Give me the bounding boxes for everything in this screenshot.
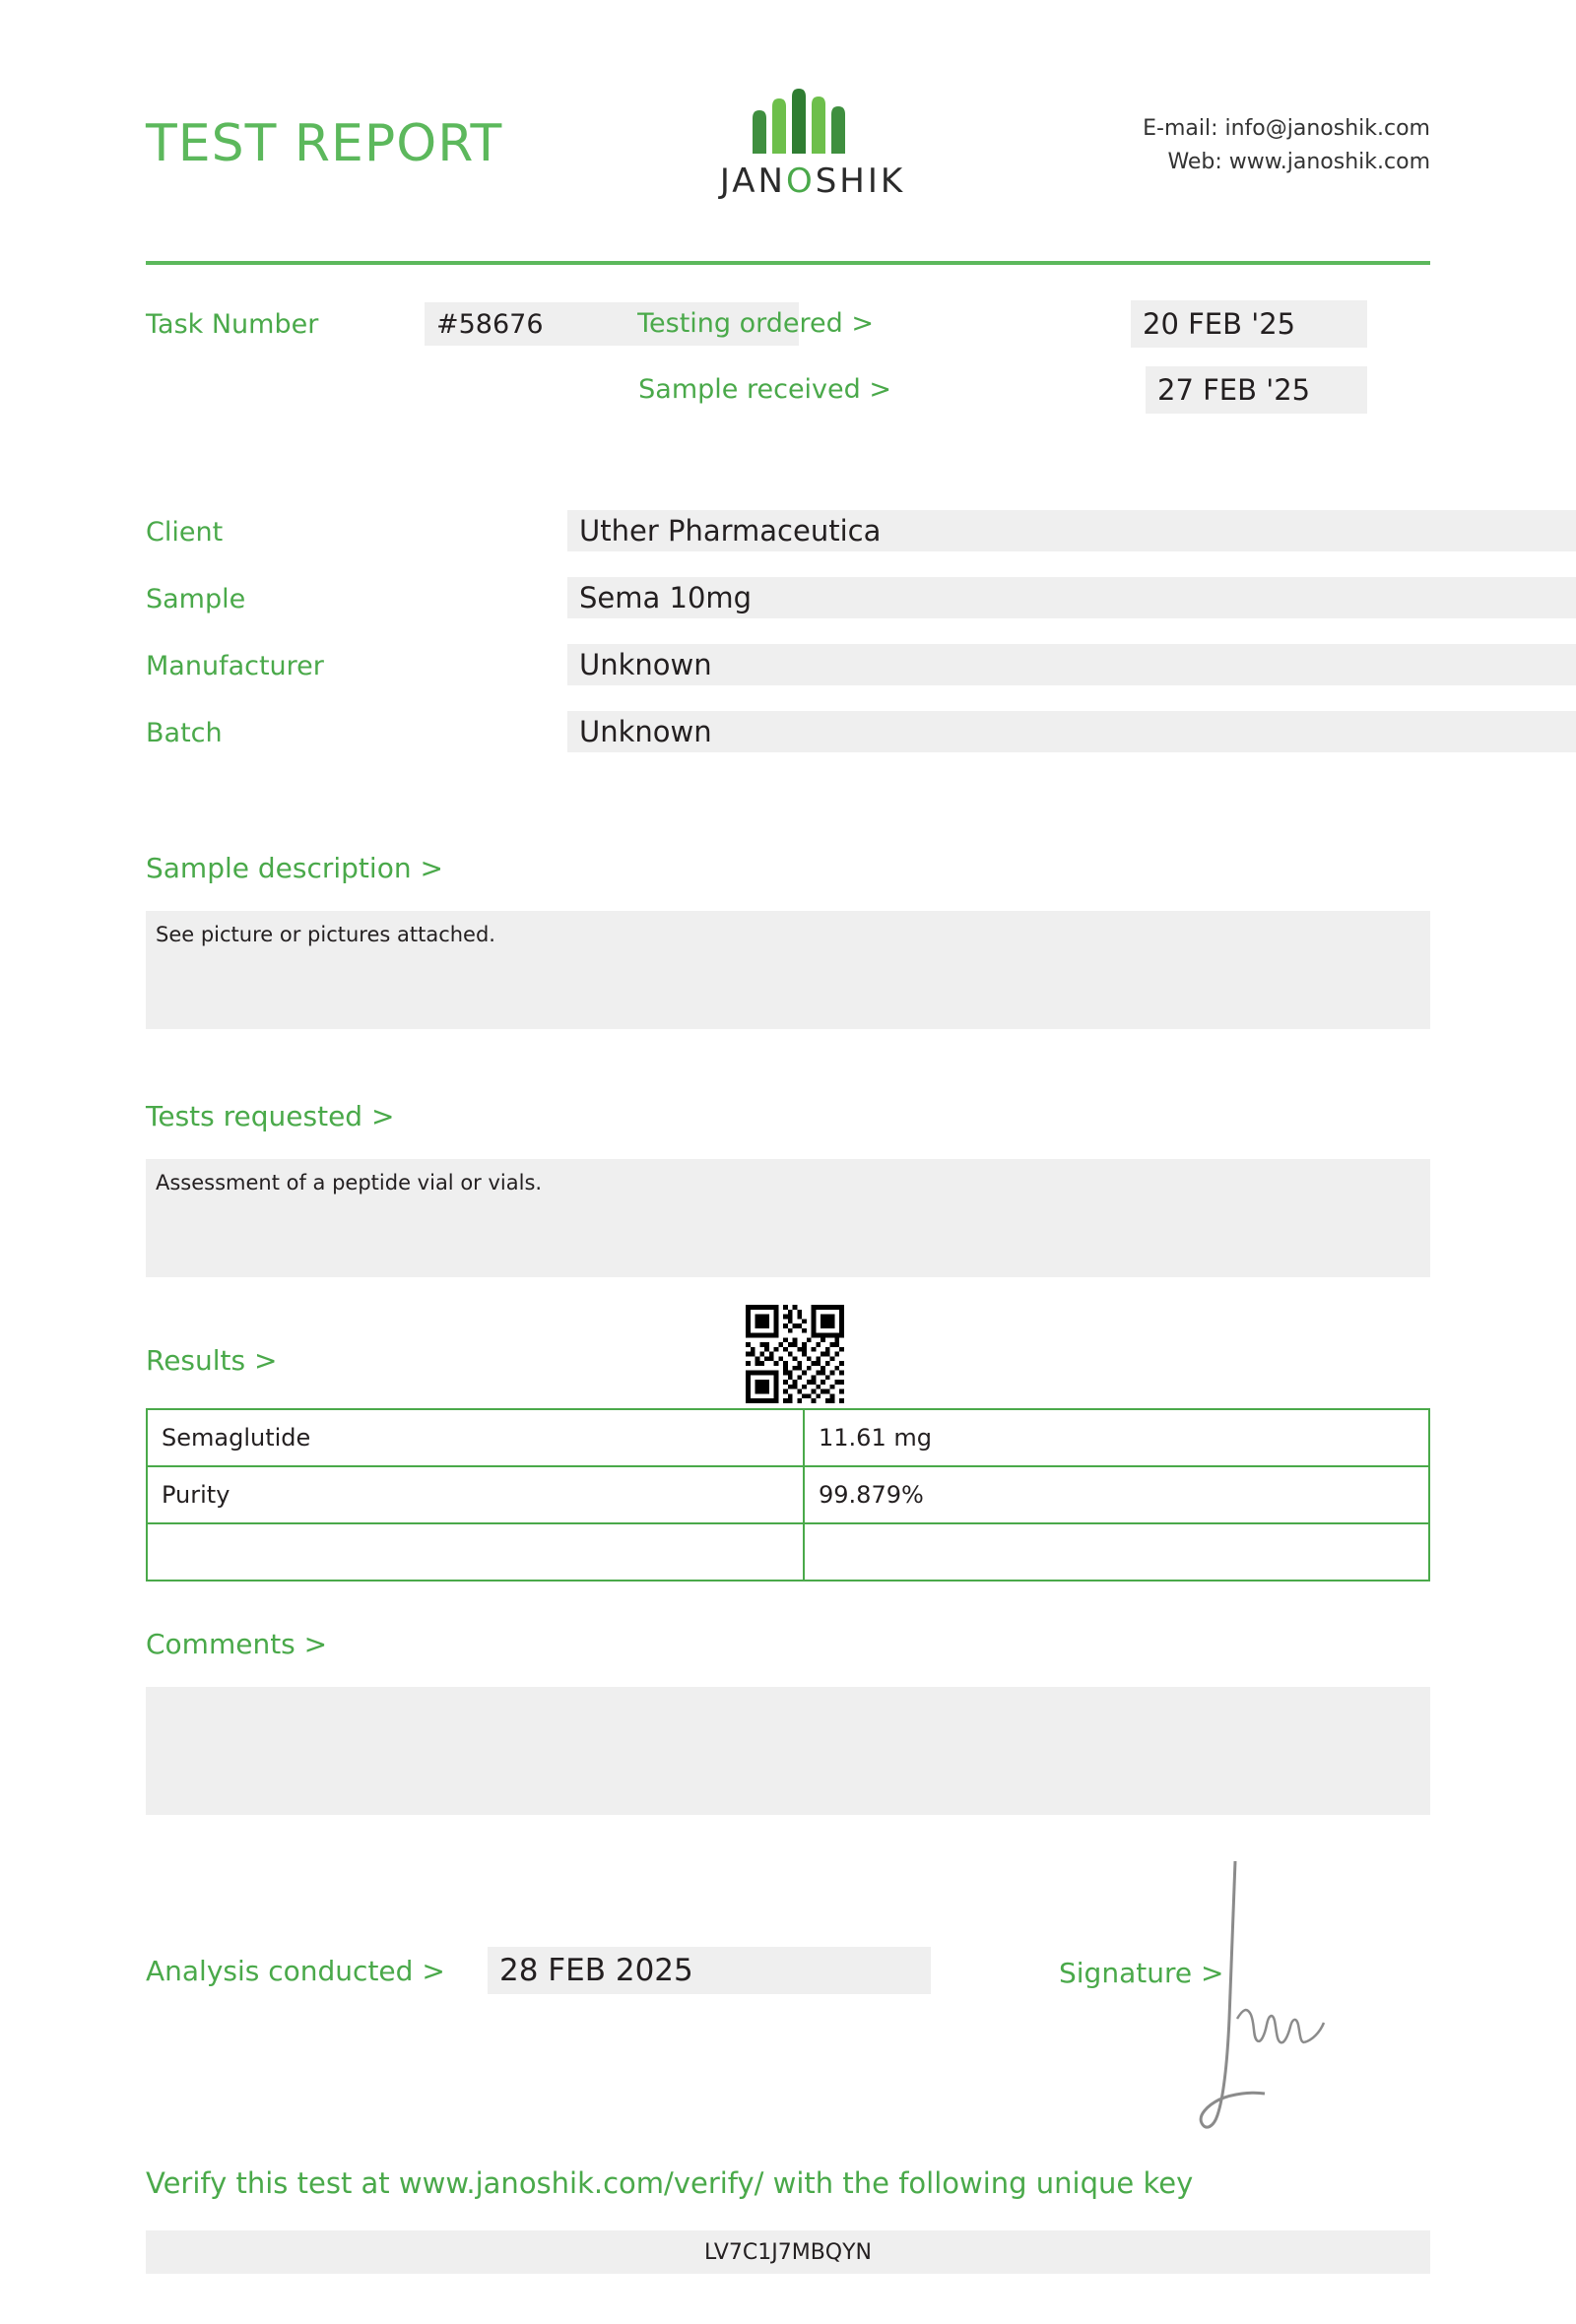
contact-web: Web: www.janoshik.com: [1167, 150, 1430, 174]
task-number-value: #58676: [425, 302, 799, 346]
result-name: Purity: [147, 1466, 804, 1523]
sample-received-label: Sample received >: [638, 374, 891, 405]
testing-ordered-value: 20 FEB '25: [1131, 300, 1367, 348]
tests-requested-box: [146, 1159, 1430, 1277]
results-heading: Results >: [146, 1344, 278, 1377]
tests-requested-text: Assessment of a peptide vial or vials.: [156, 1171, 543, 1194]
result-name: [147, 1523, 804, 1581]
sample-description-heading: Sample description >: [146, 852, 443, 884]
manufacturer-label: Manufacturer: [146, 651, 324, 681]
verify-text: Verify this test at www.janoshik.com/verify/ with the following unique key: [146, 2166, 1194, 2200]
results-table: [146, 1408, 1430, 1582]
page-title: TEST REPORT: [146, 114, 503, 173]
sample-description-box: [146, 911, 1430, 1029]
janoshik-logo: [690, 89, 936, 217]
table-row: [147, 1523, 1429, 1581]
report-content: [146, 0, 1430, 2324]
logo-text-jan: JAN: [719, 161, 786, 201]
testing-ordered-label: Testing ordered >: [637, 308, 874, 339]
sample-value: Sema 10mg: [567, 577, 1576, 618]
manufacturer-value: Unknown: [567, 644, 1576, 685]
header-divider: [146, 261, 1430, 265]
logo-wordmark: [690, 161, 936, 201]
sample-description-text: See picture or pictures attached.: [156, 923, 495, 946]
comments-heading: Comments >: [146, 1628, 328, 1660]
tests-requested-heading: Tests requested >: [146, 1100, 395, 1132]
client-value: Uther Pharmaceutica: [567, 510, 1576, 551]
client-label: Client: [146, 517, 224, 548]
sample-label: Sample: [146, 584, 246, 614]
result-value: 11.61 mg: [804, 1409, 1429, 1466]
batch-value: Unknown: [567, 711, 1576, 752]
logo-text-o: O: [785, 161, 816, 201]
sample-received-value: 27 FEB '25: [1146, 366, 1367, 414]
contact-info: [1143, 112, 1430, 179]
table-row: [147, 1409, 1429, 1466]
comments-box: [146, 1687, 1430, 1815]
report-header: [146, 77, 1430, 225]
signature-label: Signature >: [1059, 1957, 1224, 1989]
logo-text-shik: SHIK: [815, 161, 906, 201]
batch-label: Batch: [146, 718, 223, 748]
analysis-conducted-value: 28 FEB 2025: [488, 1947, 931, 1994]
signature-image: [1190, 1851, 1387, 2137]
result-value: 99.879%: [804, 1466, 1429, 1523]
result-value: [804, 1523, 1429, 1581]
qr-code-image: [737, 1305, 853, 1403]
task-number-label: Task Number: [146, 309, 319, 340]
analysis-conducted-label: Analysis conducted >: [146, 1955, 445, 1987]
result-name: Semaglutide: [147, 1409, 804, 1466]
logo-mark-icon: [747, 89, 865, 158]
table-row: [147, 1466, 1429, 1523]
contact-email: E-mail: info@janoshik.com: [1143, 116, 1430, 141]
unique-key-value: LV7C1J7MBQYN: [146, 2230, 1430, 2274]
